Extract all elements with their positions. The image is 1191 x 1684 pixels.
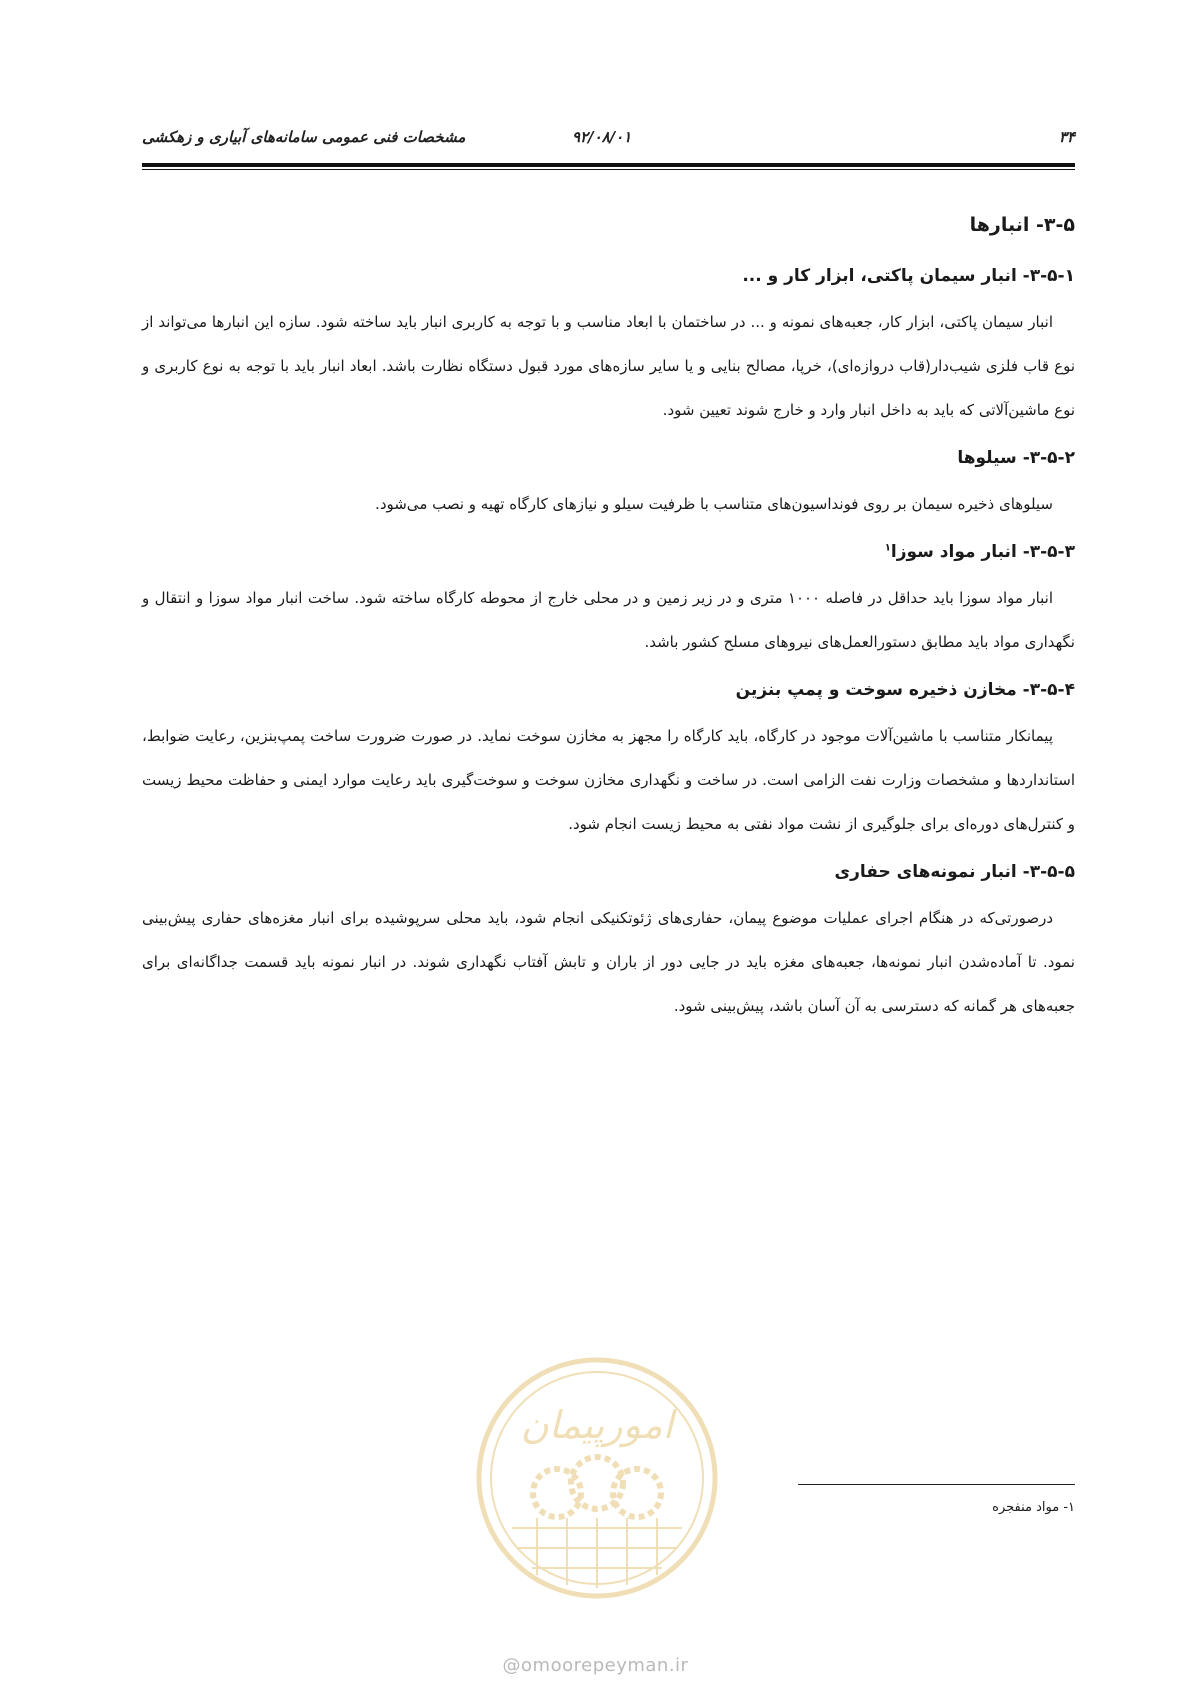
watermark-logo-text: امورپیمان (520, 1403, 674, 1447)
header-date: ۹۲/۰۸/۰۱ (572, 128, 632, 146)
header-rule-thin (142, 169, 1075, 170)
page-content (142, 214, 1075, 1044)
subsection-heading: ۳-۵-۲- سیلوها (957, 448, 1075, 468)
watermark-logo (472, 1353, 722, 1603)
subsection-heading: ۳-۵-۴- مخازن ذخیره سوخت و پمپ بنزین (735, 680, 1075, 700)
subsection-heading: ۳-۵-۵- انبار نمونه‌های حفاری (834, 862, 1075, 882)
header-title: مشخصات فنی عمومی سامانه‌های آبیاری و زهکشی (142, 128, 466, 146)
watermark-url: @omoorepeyman.ir (502, 1655, 689, 1676)
subsection-paragraph: انبار سیمان پاکتی، ابزار کار، جعبه‌های نمونه و ... در ساختمان با ابعاد مناسب و با توجه به کاربری انبار باید ساخته شود. سازه این انبارها می‌تواند از نوع قاب فلزی شیب‌دار(قاب دروازه‌ای)، خرپا، مصالح بنایی و یا سایر سازه‌های مورد قبول دستگاه نظارت باشد. ابعاد انبار باید با توجه به نوع کاربری و نوع ماشین‌آلاتی که باید به داخل انبار وارد و خارج شوند تعیین شود. (142, 313, 1075, 419)
subsection-paragraph: درصورتی‌که در هنگام اجرای عملیات موضوع پیمان، حفاری‌های ژئوتکنیکی انجام شود، باید محلی سرپوشیده برای انبار مغزه‌های حفاری پیش‌بینی نمود. تا آماده‌شدن انبار نمونه‌ها، جعبه‌های مغزه باید در جایی دور از باران و تابش آفتاب نگهداری شوند. در انبار نمونه باید قسمت جداگانه‌ای برای جعبه‌های هر گمانه که دسترسی به آن آسان باشد، پیش‌بینی شود. (142, 909, 1075, 1015)
subsection-heading-text: ۳-۵-۳- انبار مواد سوزا (890, 542, 1075, 562)
page-number: ۳۴ (1058, 128, 1075, 146)
footnote-rule (798, 1484, 1075, 1485)
section-heading: ۳-۵- انبارها (969, 214, 1075, 236)
subsection-heading (142, 542, 1075, 562)
footnote: ۱- مواد منفجره (992, 1500, 1075, 1515)
subsection-heading: ۳-۵-۱- انبار سیمان پاکتی، ابزار کار و ... (742, 266, 1075, 286)
subsection-paragraph: سیلوهای ذخیره سیمان بر روی فونداسیون‌های متناسب با ظرفیت سیلو و نیازهای کارگاه تهیه و نصب می‌شود. (375, 495, 1053, 513)
subsection-paragraph: پیمانکار متناسب با ماشین‌آلات موجود در کارگاه، باید کارگاه را مجهز به مخازن سوخت نماید. در صورت ضرورت ساخت پمپ‌بنزین، رعایت ضوابط، استانداردها و مشخصات وزارت نفت الزامی است. در ساخت و نگهداری مخازن سوخت و سوخت‌گیری باید رعایت موارد ایمنی و حفاظت محیط زیست و کنترل‌های دوره‌ای برای جلوگیری از نشت مواد نفتی به محیط زیست انجام شود. (142, 727, 1075, 833)
header-rule-thick (142, 163, 1075, 167)
page-header (142, 128, 1075, 154)
subsection-paragraph: انبار مواد سوزا باید حداقل در فاصله ۱۰۰۰ متری و در زیر زمین و در محلی خارج از محوطه کارگاه ساخته شود. ساخت انبار مواد سوزا و انتقال و نگهداری مواد باید مطابق دستورالعمل‌های نیروهای مسلح کشور باشد. (142, 589, 1075, 651)
footnote-reference[interactable]: ۱ (884, 542, 891, 554)
